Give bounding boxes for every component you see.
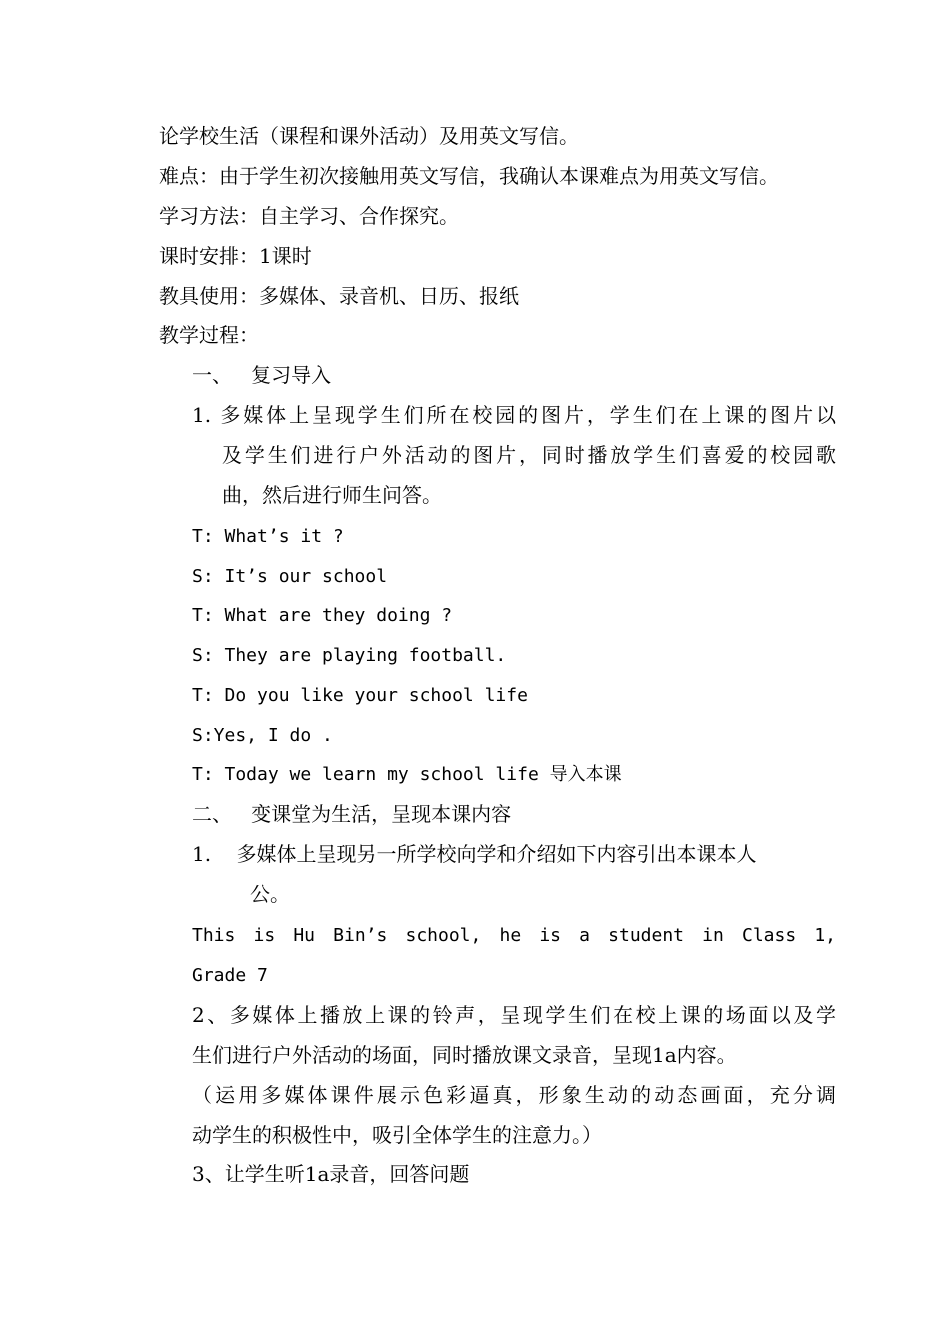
english-line: Grade 7 <box>192 965 268 986</box>
dialogue-line: S: They are playing football. <box>192 645 507 666</box>
paragraph-line: 教具使用：多媒体、录音机、日历、报纸 <box>159 284 519 308</box>
dialogue-line: T: What’s it ? <box>192 526 344 547</box>
paragraph-line: 公。 <box>250 882 290 906</box>
paragraph-line: 3、让学生听1a录音，回答问题 <box>192 1162 470 1186</box>
paragraph-line: （运用多媒体课件展示色彩逼真，形象生动的动态画面，充分调 <box>192 1083 836 1107</box>
paragraph-line: 2、多媒体上播放上课的铃声，呈现学生们在校上课的场面以及学 <box>192 1003 836 1027</box>
section-heading: 二、 变课堂为生活，呈现本课内容 <box>192 802 512 826</box>
paragraph-line: 教学过程： <box>159 323 259 347</box>
paragraph-line: 及学生们进行户外活动的图片，同时播放学生们喜爱的校园歌 <box>222 443 836 467</box>
dialogue-line: S:Yes, I do . <box>192 725 333 746</box>
dialogue-line: T: What are they doing ? <box>192 605 453 626</box>
english-line: This is Hu Bin’s school, he is a student in Class 1, <box>192 925 836 946</box>
paragraph-line: 1. 多媒体上呈现学生们所在校园的图片，学生们在上课的图片以 <box>192 403 836 427</box>
paragraph-line: 曲，然后进行师生问答。 <box>222 483 442 507</box>
paragraph-line: 课时安排：1课时 <box>159 244 312 268</box>
paragraph-line: 学习方法：自主学习、合作探究。 <box>159 204 459 228</box>
paragraph-line: 动学生的积极性中，吸引全体学生的注意力。） <box>192 1123 602 1147</box>
paragraph-line: 论学校生活（课程和课外活动）及用英文写信。 <box>159 124 579 148</box>
paragraph-line: 1. 多媒体上呈现另一所学校向学和介绍如下内容引出本课本人 <box>192 842 757 866</box>
paragraph-line: 生们进行户外活动的场面，同时播放课文录音，呈现1a内容。 <box>192 1043 737 1067</box>
dialogue-line: T: Do you like your school life <box>192 685 528 706</box>
paragraph-line: 难点：由于学生初次接触用英文写信，我确认本课难点为用英文写信。 <box>159 164 779 188</box>
dialogue-line: S: It’s our school <box>192 566 388 587</box>
dialogue-line: T: Today we learn my school life 导入本课 <box>192 764 622 785</box>
section-heading: 一、 复习导入 <box>192 363 332 387</box>
